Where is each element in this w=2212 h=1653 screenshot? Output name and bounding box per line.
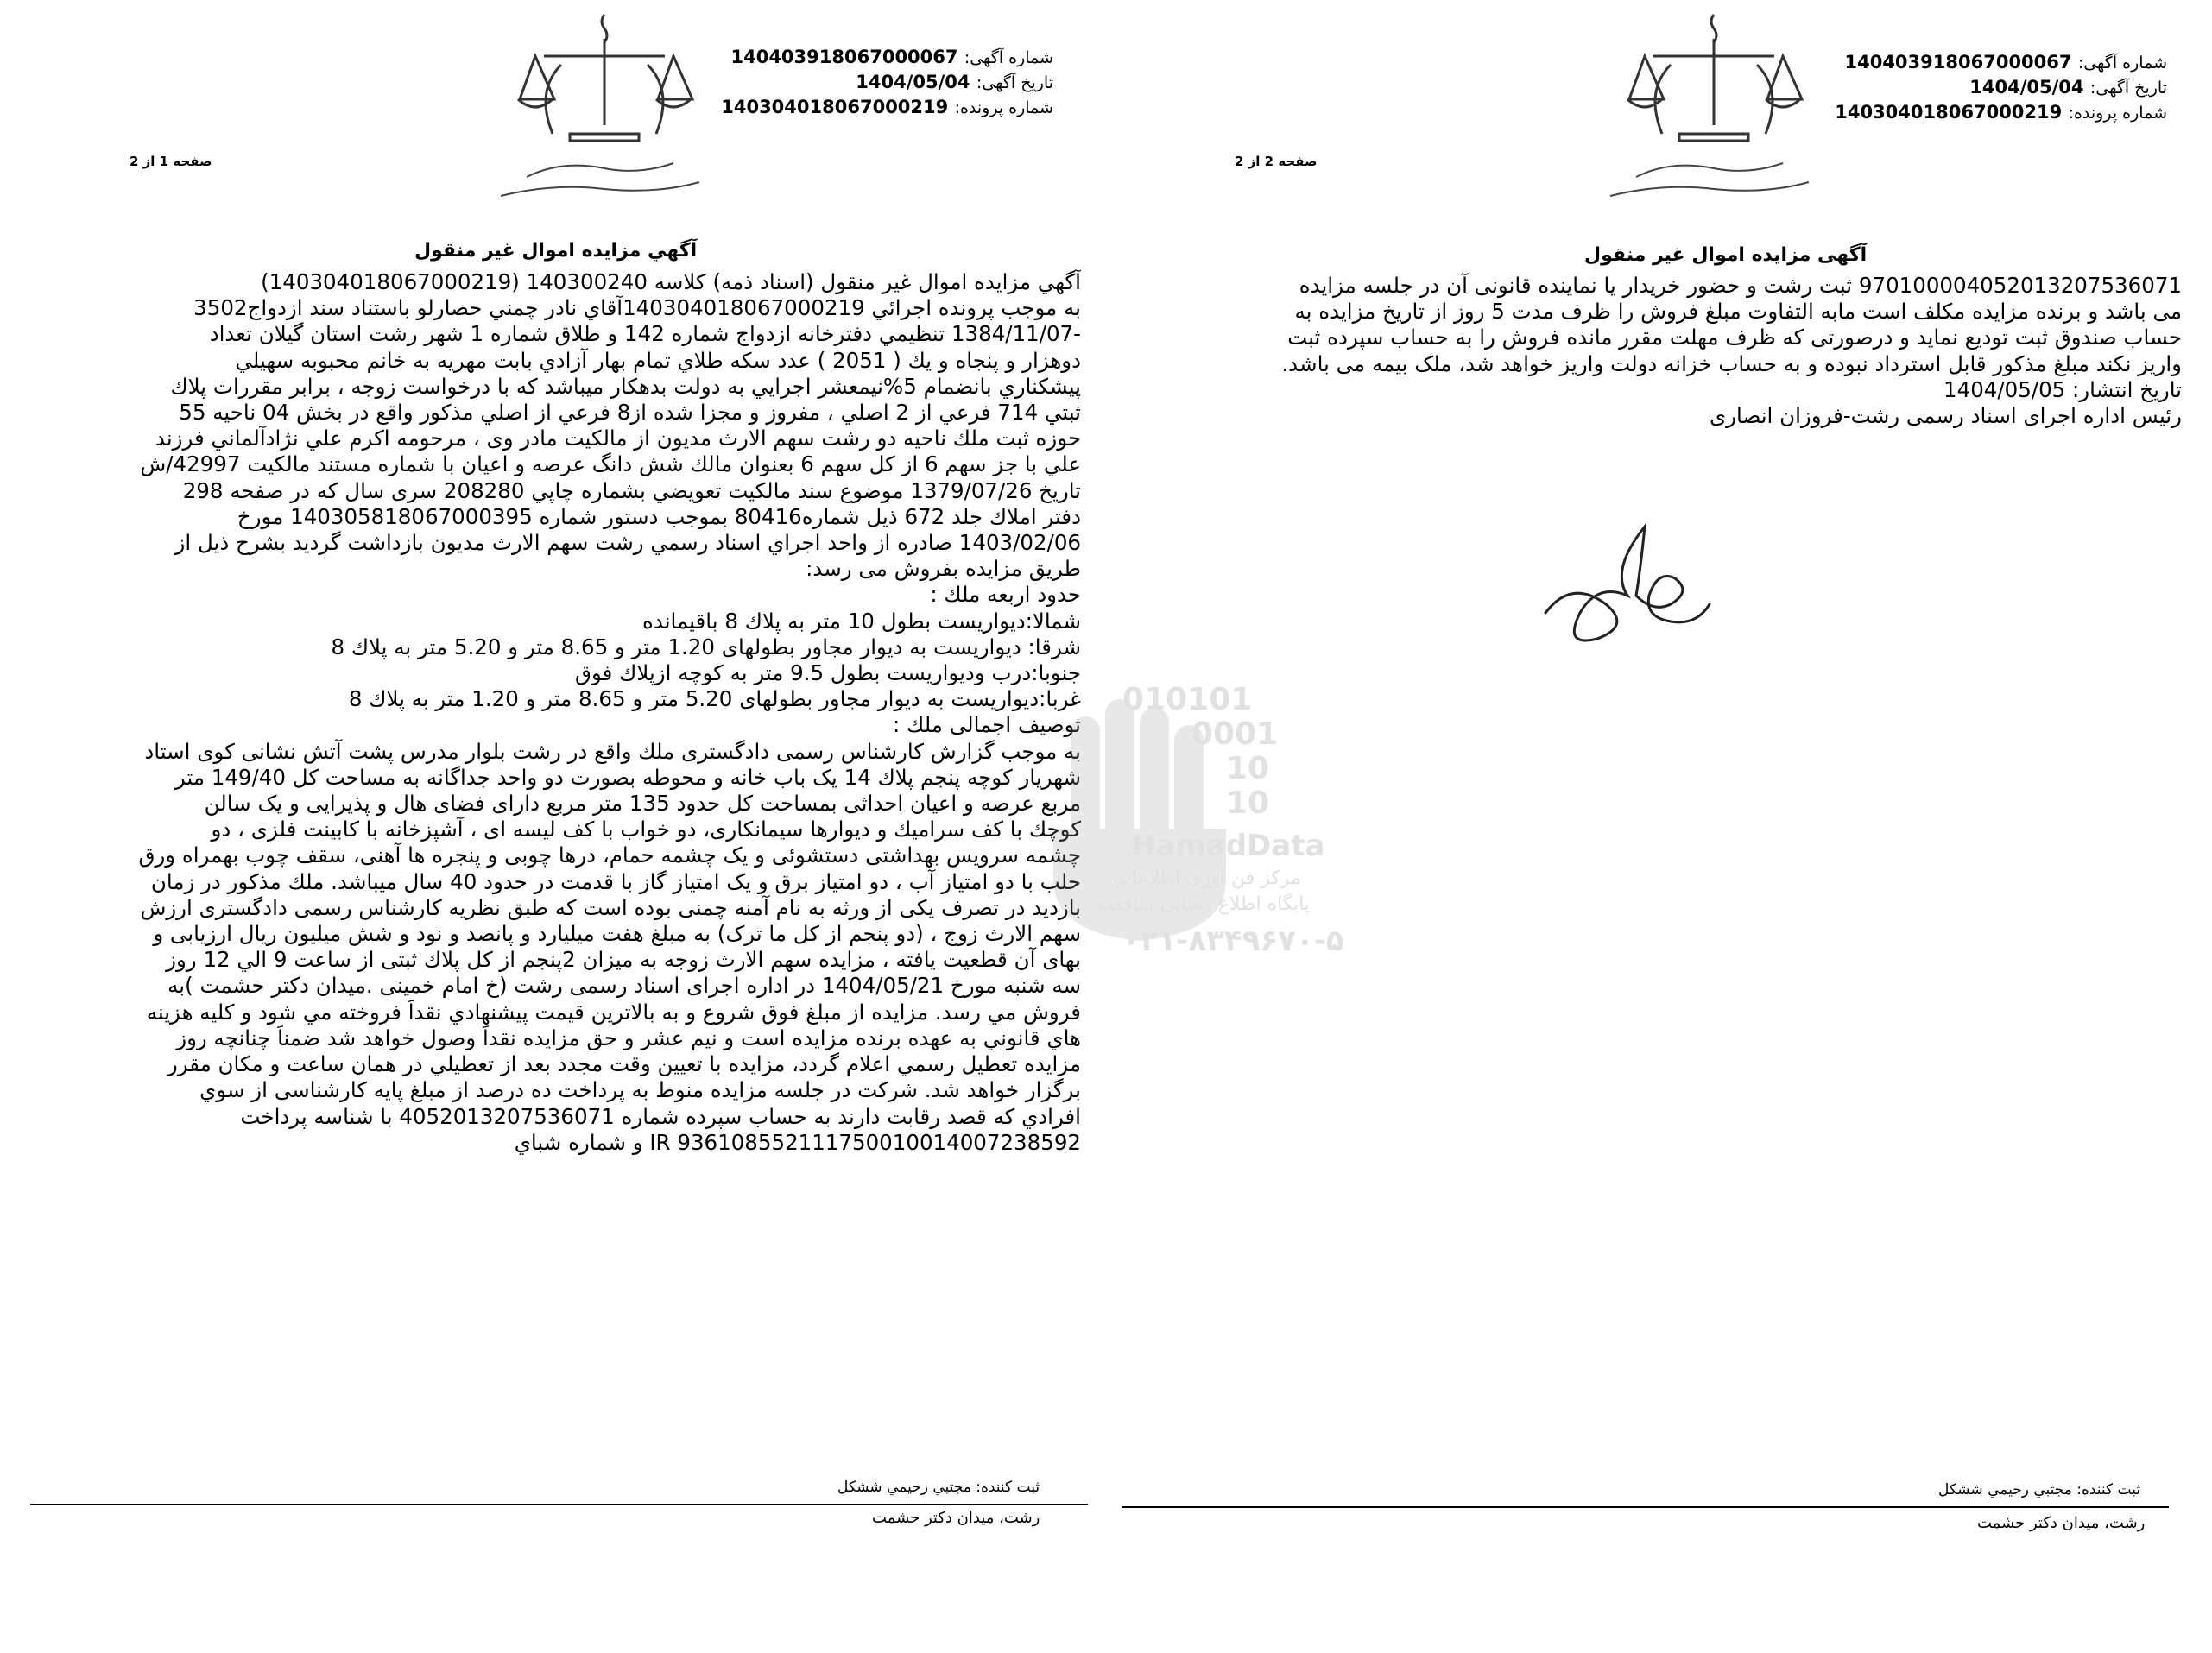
document-page-1 [0,0,1092,1653]
notice-line: حساب صندوق ثبت تودیع نماید و درصورتی که ظرف مهلت مقرر مانده فروش را به حساب سپرده ثبت [1287,325,2182,350]
notice-line: -1384/11/07 تنظيمي دفترخانه ازدواج شماره 142 و طلاق شماره 1 شهر رشت استان گيلان تعداد [209,321,1081,347]
notice-line: طريق مزايده بفروش می رسد: [806,556,1081,582]
notice-line: می باشد و برنده مزایده مکلف است مابه التفاوت مبلغ فروش را ظرف مدت 5 روز از تاریخ مزایده به [1294,299,2182,325]
watermark-binary-3: 10 [1226,751,1270,786]
watermark-binary-2: 0001 [1191,716,1279,752]
notice-line: توصيف اجمالی ملك : [893,712,1081,738]
watermark-binary-4: 10 [1226,785,1270,821]
notice-line: دفتر املاك جلد 672 ذيل شماره80416 بموجب دستور شماره 140305818067000395 مورخ [237,503,1081,529]
footer-address: رشت، ميدان دكتر حشمت [872,1509,1040,1527]
footer-divider [30,1504,1088,1505]
notice-line: ثبتي 714 فرعي از 2 اصلي ، مفروز و مجزا شده از8 فرعي از اصلي مذكور واقع در بخش 04 ناحيه 55 [179,400,1081,426]
ad-number-row: شماره آگهی: 140403918067000067 [730,47,1053,67]
page-number: صفحه 2 از 2 [1235,154,1318,169]
notice-line: پيشكناري بانضمام 5%نيمعشر اجرايي به دولت بدهكار ميباشد كه با درخواست زوجه ، برابر مقررات پلاك [170,373,1081,399]
notice-line: كوچك با كف سراميك و ديوارها سيمانكاری، دو خواب با كف ليسه ای ، آشپزخانه با كابينت فلزی ، دو [211,817,1081,842]
ad-date-row: تاریخ آگهی: 1404/05/04 [1969,77,2167,98]
document-page-2 [1122,0,2212,1653]
notice-line: جنوبا:درب وديواريست بطول 9.5 متر به كوچه ازپلاك فوق [574,660,1081,686]
notice-line: واریز نکند مبلغ مذکور قابل استرداد نبوده و به حساب خزانه دولت واریز خواهد شد، ملک بیمه می باشد. [1281,350,2182,376]
notice-line: تاریخ انتشار: 1404/05/05 [1943,376,2182,402]
watermark-binary-1: 010101 [1122,682,1253,717]
notice-line: بازديد در تصرف يكی از ورثه به نام آمنه چمنی بوده است كه طبق نظريه كارشناس رسمی دادگستری ارزش [140,894,1081,920]
notice-line: حدود اربعه ملك : [930,582,1081,608]
signature-icon [1528,518,1735,673]
case-number-row: شماره پرونده: 140304018067000219 [721,97,1053,117]
watermark-phone: ۰۲۱-۸۳۴۹۶۷۰-۵ [1122,924,1344,958]
page-number: صفحه 1 از 2 [130,154,212,169]
notice-line: حلب با دو امتياز آب ، دو امتياز برق و يک امتياز گاز با قدمت در حدود 40 سال ميباشد. ملك مذكور در زمان [150,868,1081,894]
notice-line: برگزار خواهد شد. شركت در جلسه مزايده منوط به پرداخت ده درصد از مبلغ پايه كارشناسی از سوي [199,1077,1081,1103]
watermark-line-1: مرکز فن آوری اطلاعات [1114,868,1301,889]
notice-line: حوزه ثبت ملك ناحيه دو رشت سهم الارث مديون از مالكيت مادر وی ، مرحومه اكرم علي نژادآلماني فرزند [155,426,1081,451]
registrar-label: ثبت كننده: مجتبي رحيمي ششكل [837,1479,1040,1496]
judiciary-emblem-icon [466,4,743,203]
notice-line: شرقا: ديواريست به ديوار مجاور بطولهای 1.20 متر و 8.65 متر و 5.20 متر به پلاك 8 [331,634,1081,659]
notice-line: رئیس اداره اجرای اسناد رسمی رشت-فروزان انصاری [1710,403,2182,429]
notice-line: به موجب گزارش كارشناس رسمی دادگستری ملك واقع در رشت بلوار مدرس پشت آتش نشانی كوی استاد [144,738,1081,764]
notice-line: هاي قانوني به عهده برنده مزايده است و نيم عشر و حق مزايده نقداً وصول خواهد شد ضمناً چنانچه روز [176,1025,1081,1050]
notice-line: علي با جز سهم 6 از كل سهم 6 بعنوان مالك شش دانگ عرصه و اعيان با شماره مستند مالكيت 42997/ش [140,451,1081,477]
notice-line: شمالا:ديواريست بطول 10 متر به پلاك 8 باقيمانده [642,608,1081,634]
notice-line: چشمه سرويس بهداشتی دستشوئی و يک چشمه حمام، درها چوبی و پنجره ها آهنی، سقف چوب بهمراه ورق [138,842,1081,868]
footer-divider [1122,1506,2169,1508]
notice-line: مربع عرصه و اعيان احداثی بمساحت كل حدود 135 متر مربع دارای فضای هال و پذيرايی و يک سالن [204,791,1081,817]
notice-line: سهم الارث زوج ، (دو پنجم از كل ما ترک) به مبلغ هفت ميليارد و پانصد و نود و شش ميليون ريال ارزيابی و [153,921,1081,947]
notice-line: مزايده تعطيل رسمي اعلام گردد، مزايده با تعيين وقت مجدد بعد از تعطيلي در همان ساعت و مكان مقرر [167,1051,1081,1077]
case-number-row: شماره پرونده: 140304018067000219 [1835,102,2167,123]
page-title: آگهي مزايده اموال غير منقول [414,240,698,262]
notice-line: آگهي مزايده اموال غير منقول (اسناد ذمه) كلاسه 140300240 (140304018067000219) [261,269,1081,294]
notice-line: 1403/02/06 صادره از واحد اجراي اسناد رسمي رشت سهم الارث مديون بازداشت گرديد بشرح ذيل از [174,530,1081,556]
notice-line: بهای آن قطعيت يافته ، مزايده سهم الارث زوجه به ميزان 2پنجم از كل پلاك ثبتی از ساعت 9 الي 12 روز [166,947,1081,973]
notice-line: دوهزار و پنجاه و يك ( 2051 ) عدد سكه طلاي تمام بهار آزادي بابت مهريه به خانم محبوبه سهيلي [235,347,1081,373]
page-title: آگهی مزایده اموال غیر منقول [1584,244,1868,266]
notice-line: غربا:ديواريست به ديوار مجاور بطولهای 5.20 متر و 8.65 متر و 1.20 متر به پلاك 8 [348,686,1081,712]
registrar-label: ثبت کننده: مجتبي رحيمي ششكل [1938,1481,2141,1498]
notice-line: سه شنبه مورخ 1404/05/21 در اداره اجرای اسناد رسمی رشت (خ امام خمينی .ميدان دكتر حشمت )به [167,973,1081,999]
notice-line: 970100004052013207536071 ثبت رشت و حضور خریدار یا نماینده قانونی آن در جلسه مزایده [1299,273,2182,298]
watermark-brand: HamadData [1131,829,1325,863]
notice-body [0,269,1081,1156]
notice-line: شهريار كوچه پنجم پلاك 14 يک باب خانه و محوطه بصورت دو واحد جداگانه به مساحت كل 149/40 متر [174,764,1081,790]
notice-body [1127,273,2182,429]
ad-meta [708,45,1053,120]
notice-line: افرادي كه قصد رقابت دارند به حساب سپرده شماره 4052013207536071 با شناسه پرداخت [240,1103,1081,1129]
watermark-line-2: پایگاه اطلاع رسانی مناقصه [1097,893,1310,915]
notice-line: به موجب پرونده اجرائي 140304018067000219آقاي نادر چمني حصارلو باستناد سند ازدواج3502 [193,295,1081,321]
notice-line: فروش مي رسد. مزايده از مبلغ فوق شروع و به بالاترين قيمت پيشنهادي نقداً فروخته مي شود و كليه هزينه [146,999,1081,1025]
footer-address: رشت، ميدان دكتر حشمت [1977,1514,2146,1532]
notice-line: تاريخ 1379/07/26 موضوع سند مالكيت تعويضي بشماره چاپي 208280 سری سال كه در صفحه 298 [182,477,1081,503]
ad-meta [1804,50,2167,125]
notice-line: IR 936108552111750010014007238592 و شماره شباي [514,1129,1081,1155]
ad-number-row: شماره آگهی: 140403918067000067 [1844,52,2167,73]
ad-date-row: تاریخ آگهی: 1404/05/04 [856,72,1053,92]
